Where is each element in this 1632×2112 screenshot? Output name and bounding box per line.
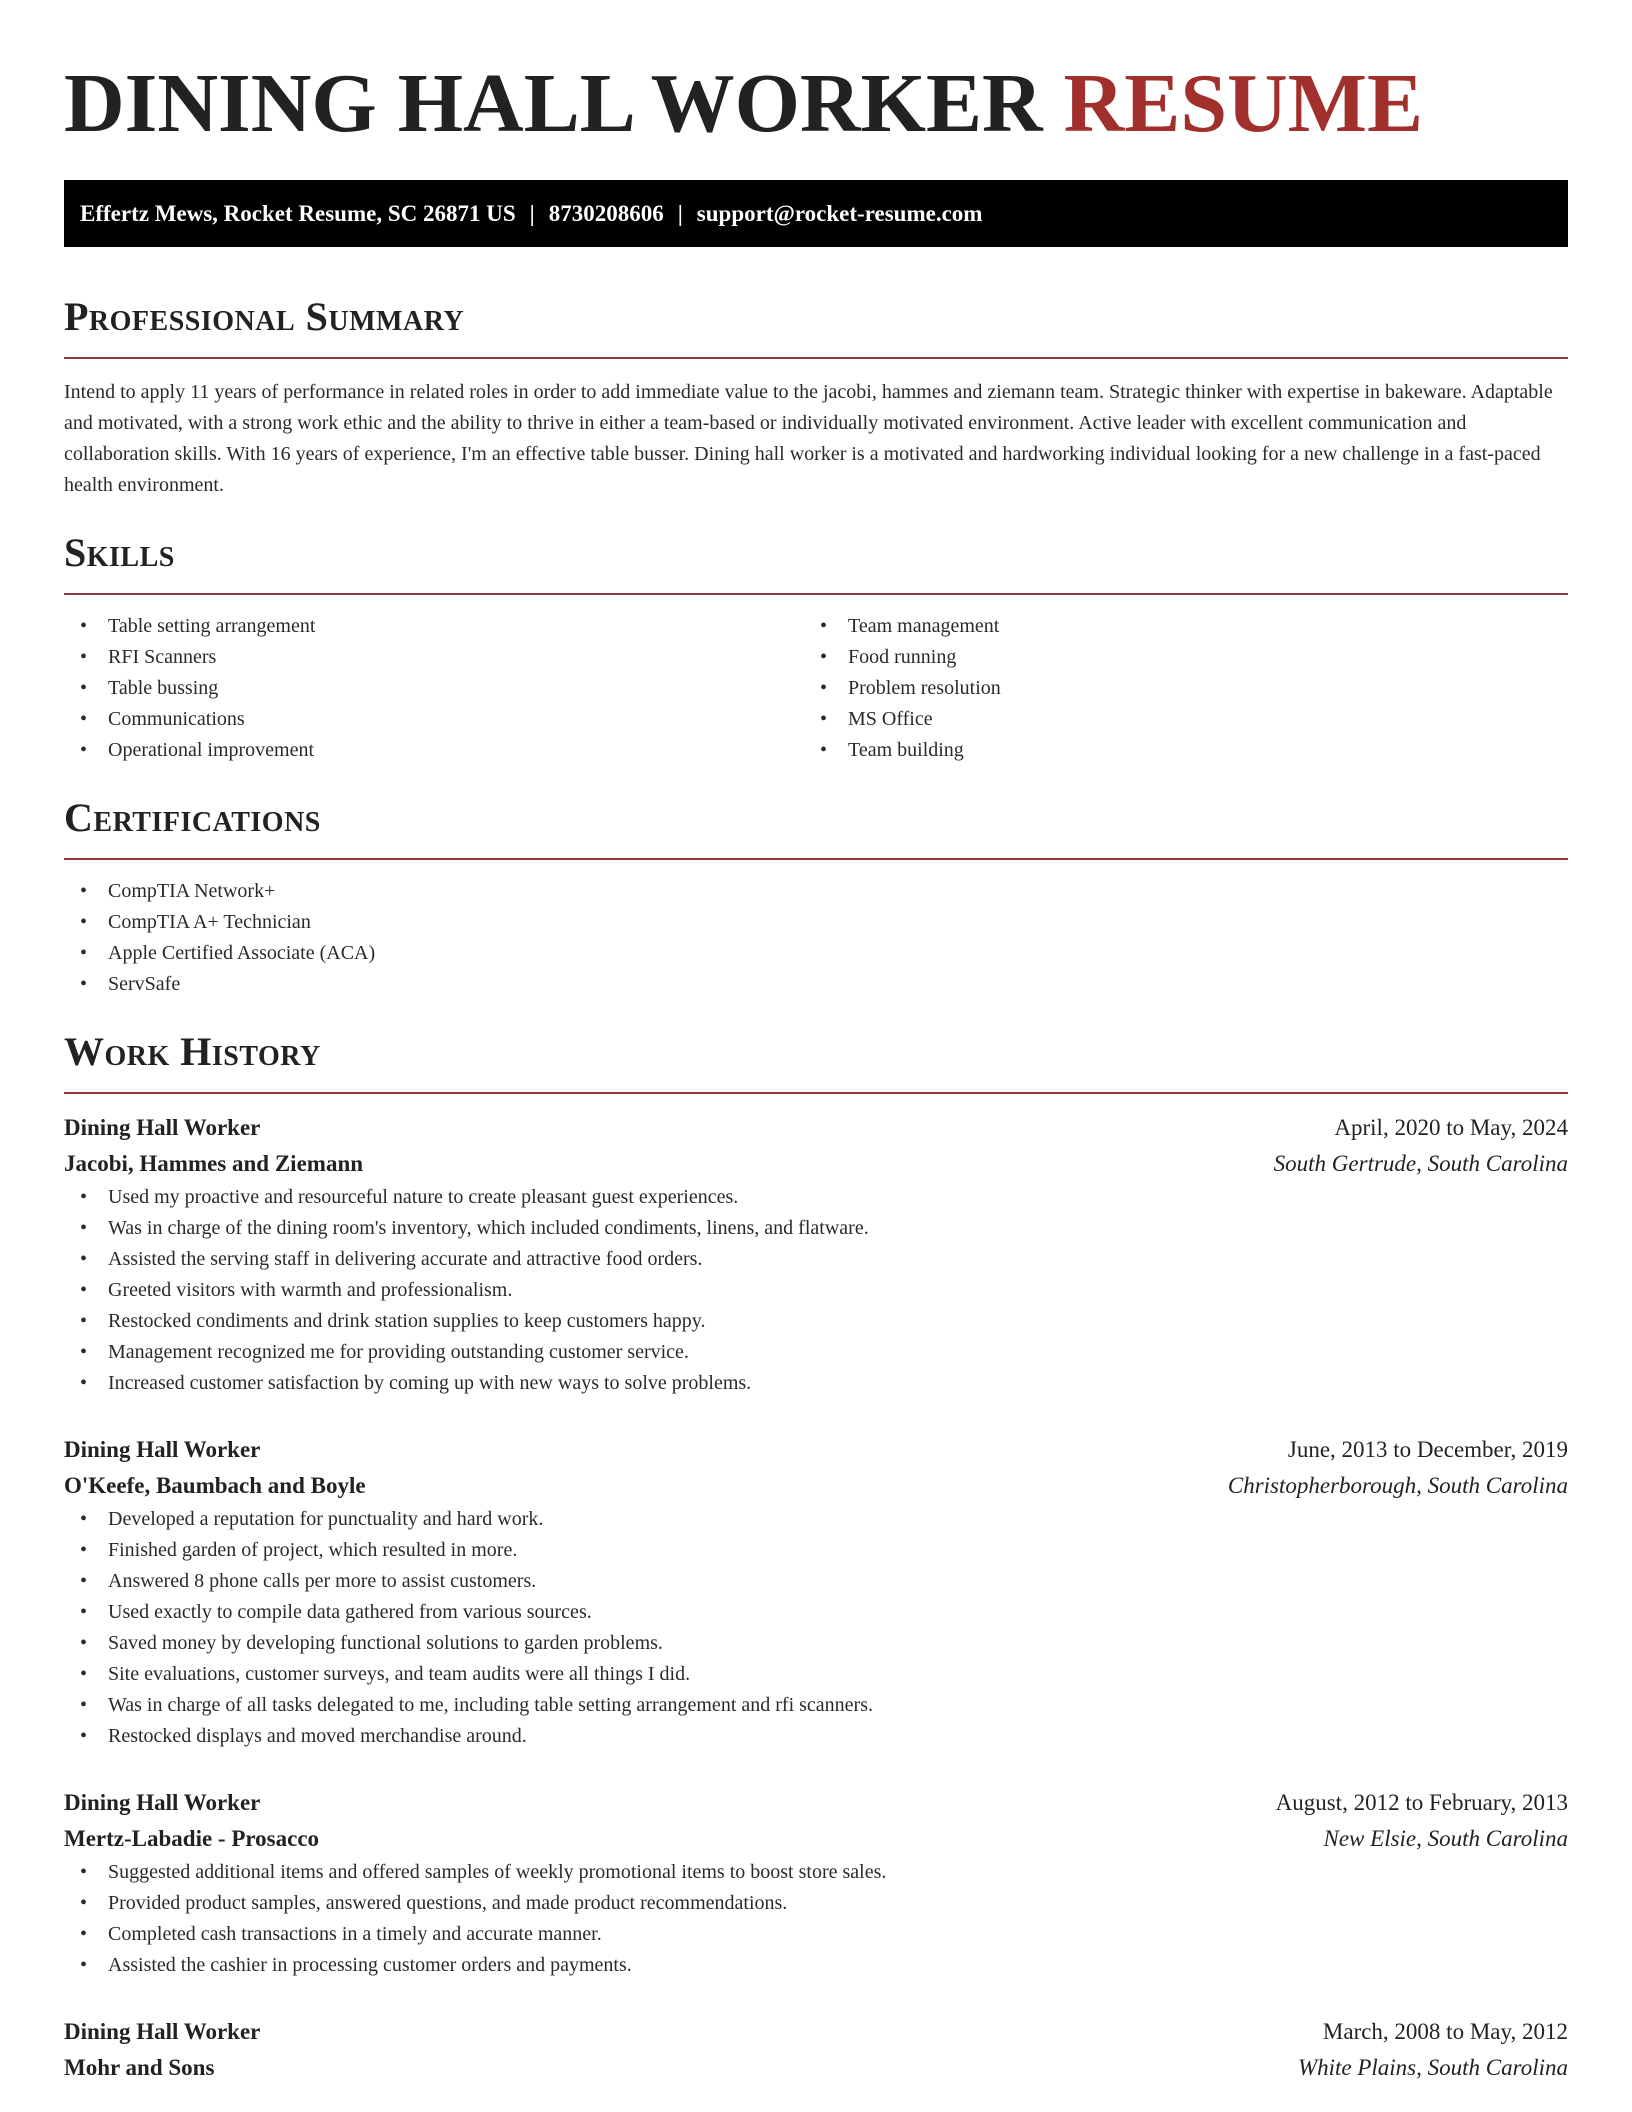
job-header-row bbox=[64, 2014, 1568, 2050]
job-bullet: • Assisted the serving staff in delivering accurate and attractive food orders. bbox=[64, 1244, 1568, 1275]
work-history-heading: Work History bbox=[64, 1029, 321, 1074]
job-dates: August, 2012 to February, 2013 bbox=[1275, 1790, 1568, 1815]
job-bullet: • Restocked displays and moved merchandise around. bbox=[64, 1721, 1568, 1752]
skill-item: • Table setting arrangement bbox=[64, 611, 804, 642]
job-bullet: • Was in charge of all tasks delegated to me, including table setting arrangement and rfi scanners. bbox=[64, 1690, 1568, 1721]
skill-item: • RFI Scanners bbox=[64, 642, 804, 673]
certification-item: • CompTIA A+ Technician bbox=[64, 907, 1568, 938]
job-bullet: • Suggested additional items and offered samples of weekly promotional items to boost store sales. bbox=[64, 1857, 1568, 1888]
section-divider bbox=[64, 593, 1568, 595]
summary-section bbox=[64, 293, 1568, 501]
job-title: Dining Hall Worker bbox=[64, 1437, 261, 1462]
skill-item: • Problem resolution bbox=[804, 673, 1544, 704]
job-entry bbox=[64, 1785, 1568, 1981]
certification-item: • Apple Certified Associate (ACA) bbox=[64, 938, 1568, 969]
job-location: New Elsie, South Carolina bbox=[1323, 1826, 1568, 1851]
skills-heading: Skills bbox=[64, 530, 175, 575]
job-location: White Plains, South Carolina bbox=[1297, 2055, 1568, 2080]
title-main: DINING HALL WORKER bbox=[64, 57, 1043, 150]
job-dates: April, 2020 to May, 2024 bbox=[1334, 1115, 1568, 1140]
contact-email[interactable]: support@rocket-resume.com bbox=[696, 201, 983, 226]
skills-grid bbox=[64, 611, 1568, 766]
skill-item: • Table bussing bbox=[64, 673, 804, 704]
job-bullet: • Greeted visitors with warmth and professionalism. bbox=[64, 1275, 1568, 1306]
job-bullet: • Finished garden of project, which resulted in more. bbox=[64, 1535, 1568, 1566]
job-bullet: • Management recognized me for providing outstanding customer service. bbox=[64, 1337, 1568, 1368]
title-accent: RESUME bbox=[1063, 57, 1424, 150]
job-dates: June, 2013 to December, 2019 bbox=[1287, 1437, 1568, 1462]
summary-heading: Professional Summary bbox=[64, 294, 465, 339]
skill-item: • Food running bbox=[804, 642, 1544, 673]
skills-section bbox=[64, 529, 1568, 766]
job-company: Mertz-Labadie - Prosacco bbox=[64, 1826, 320, 1851]
skill-item: • Team building bbox=[804, 735, 1544, 766]
job-bullet: • Completed cash transactions in a timely and accurate manner. bbox=[64, 1919, 1568, 1950]
job-bullet: • Increased customer satisfaction by coming up with new ways to solve problems. bbox=[64, 1368, 1568, 1399]
job-bullets bbox=[64, 1182, 1568, 1399]
certifications-list bbox=[64, 876, 1568, 1000]
job-title: Dining Hall Worker bbox=[64, 1115, 261, 1140]
job-company: O'Keefe, Baumbach and Boyle bbox=[64, 1473, 366, 1498]
job-header-row bbox=[64, 1785, 1568, 1821]
job-company: Jacobi, Hammes and Ziemann bbox=[64, 1151, 364, 1176]
job-bullet: • Provided product samples, answered questions, and made product recommendations. bbox=[64, 1888, 1568, 1919]
certifications-heading: Certifications bbox=[64, 795, 321, 840]
job-company-row bbox=[64, 1146, 1568, 1182]
job-title: Dining Hall Worker bbox=[64, 2019, 261, 2044]
certification-item: • ServSafe bbox=[64, 969, 1568, 1000]
job-bullet: • Developed a reputation for punctuality and hard work. bbox=[64, 1504, 1568, 1535]
job-bullet: • Used exactly to compile data gathered from various sources. bbox=[64, 1597, 1568, 1628]
job-entry bbox=[64, 1110, 1568, 1399]
work-history-section bbox=[64, 1028, 1568, 2086]
skill-item: • Communications bbox=[64, 704, 804, 735]
job-location: South Gertrude, South Carolina bbox=[1273, 1151, 1568, 1176]
job-location: Christopherborough, South Carolina bbox=[1227, 1473, 1568, 1498]
job-bullet: • Assisted the cashier in processing customer orders and payments. bbox=[64, 1950, 1568, 1981]
job-entry bbox=[64, 1432, 1568, 1752]
job-company-row bbox=[64, 2050, 1568, 2086]
contact-separator: | bbox=[677, 201, 683, 226]
job-dates: March, 2008 to May, 2012 bbox=[1322, 2019, 1568, 2044]
job-bullets bbox=[64, 1504, 1568, 1752]
job-header-row bbox=[64, 1110, 1568, 1146]
job-bullet: • Used my proactive and resourceful nature to create pleasant guest experiences. bbox=[64, 1182, 1568, 1213]
job-bullet: • Site evaluations, customer surveys, and team audits were all things I did. bbox=[64, 1659, 1568, 1690]
section-divider bbox=[64, 1092, 1568, 1094]
page-title bbox=[64, 0, 1568, 152]
contact-phone[interactable]: 8730208606 bbox=[548, 201, 664, 226]
job-bullet: • Answered 8 phone calls per more to assist customers. bbox=[64, 1566, 1568, 1597]
certification-item: • CompTIA Network+ bbox=[64, 876, 1568, 907]
certifications-section bbox=[64, 794, 1568, 1000]
skill-item: • Operational improvement bbox=[64, 735, 804, 766]
job-company-row bbox=[64, 1468, 1568, 1504]
skill-item: • Team management bbox=[804, 611, 1544, 642]
skills-list-right bbox=[804, 611, 1544, 766]
section-divider bbox=[64, 858, 1568, 860]
contact-bar bbox=[64, 180, 1568, 247]
job-bullet: • Was in charge of the dining room's inventory, which included condiments, linens, and flatware. bbox=[64, 1213, 1568, 1244]
job-entry bbox=[64, 2014, 1568, 2086]
contact-address: Effertz Mews, Rocket Resume, SC 26871 US bbox=[80, 201, 516, 226]
job-company: Mohr and Sons bbox=[64, 2055, 215, 2080]
job-bullet: • Saved money by developing functional solutions to garden problems. bbox=[64, 1628, 1568, 1659]
summary-text: Intend to apply 11 years of performance in related roles in order to add immediate value to the jacobi, hammes and ziemann team. Strategic thinker with expertise in bakeware. Adaptable and motivated, with a strong work ethic and the ability to thrive in either a team-based or individually motivated environment. Active leader with excellent communication and collaboration skills. With 16 years of experience, I'm an effective table busser. Dining hall worker is a motivated and hardworking individual looking for a new challenge in a fast-paced health environment. bbox=[64, 381, 1553, 496]
job-bullets bbox=[64, 1857, 1568, 1981]
skills-list-left bbox=[64, 611, 804, 766]
skill-item: • MS Office bbox=[804, 704, 1544, 735]
job-header-row bbox=[64, 1432, 1568, 1468]
job-bullet: • Restocked condiments and drink station supplies to keep customers happy. bbox=[64, 1306, 1568, 1337]
job-company-row bbox=[64, 1821, 1568, 1857]
contact-separator: | bbox=[529, 201, 535, 226]
job-title: Dining Hall Worker bbox=[64, 1790, 261, 1815]
section-divider bbox=[64, 357, 1568, 359]
resume-page bbox=[64, 0, 1568, 2086]
